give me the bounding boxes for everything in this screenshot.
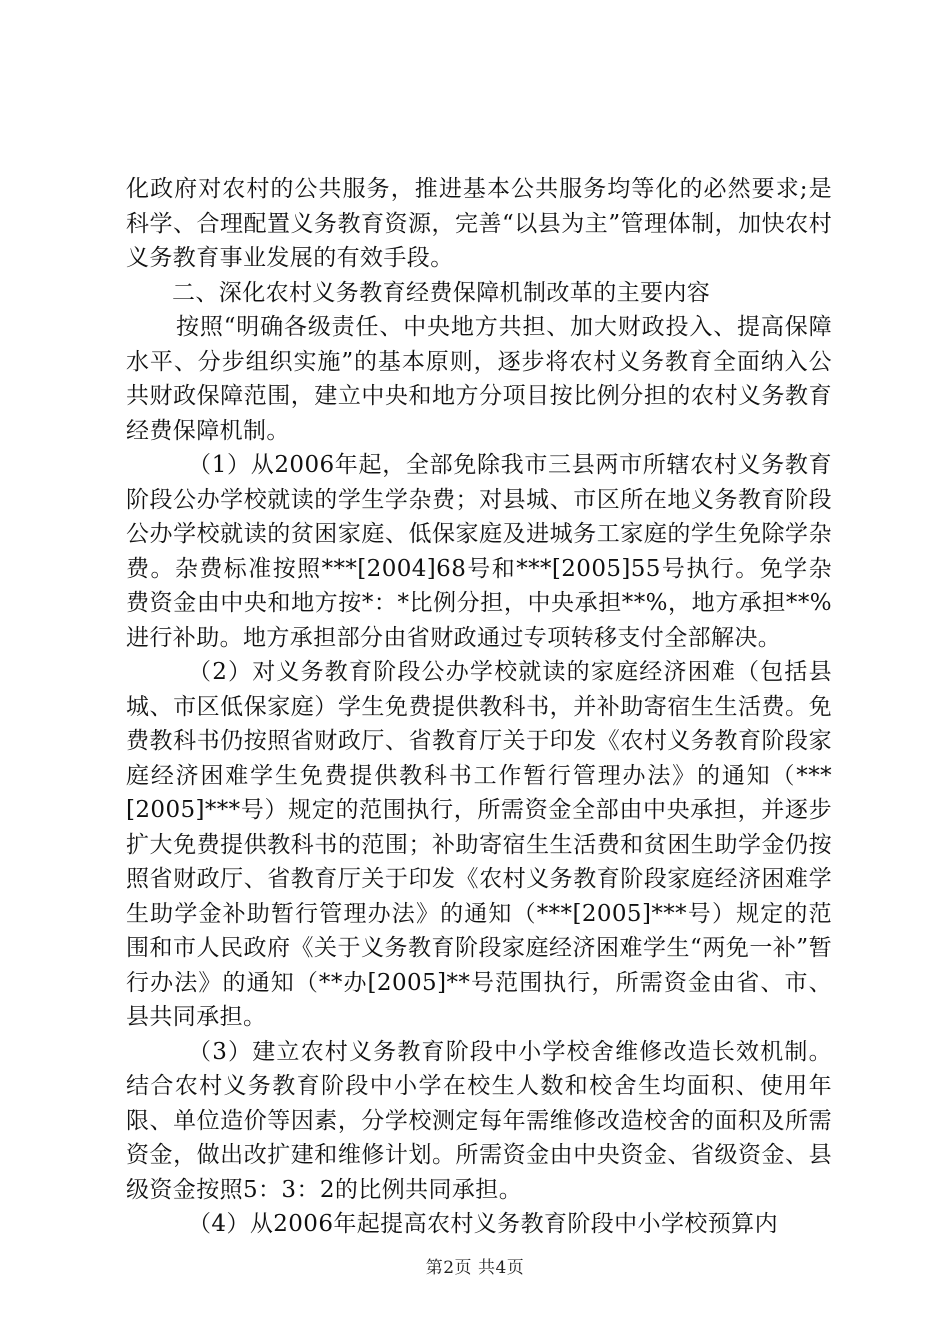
paragraph-item-4: （4）从2006年起提高农村义务教育阶段中小学校预算内 xyxy=(188,1211,778,1237)
paragraph-item-3: （3）建立农村义务教育阶段中小学校舍维修改造长效机制。结合农村义务教育阶段中小学在校生人数和校舍生均面积、使用年限、单位造价等因素，分学校测定每年需维修改造校舍的面积及所需资金，做出改扩建和维修计划。所需资金由中央资金、省级资金、县级资金按照5：3：2的比例共同承担。 xyxy=(126,1038,832,1203)
paragraph-item-2: （2）对义务教育阶段公办学校就读的家庭经济困难（包括县城、市区低保家庭）学生免费提供教科书，并补助寄宿生生活费。免费教科书仍按照省财政厅、省教育厅关于印发《农村义务教育阶段家庭经济困难学生免费提供教科书工作暂行管理办法》的通知（***[2005]***号）规定的范围执行，所需资金全部由中央承担，并逐步扩大免费提供教科书的范围；补助寄宿生生活费和贫困生助学金仍按照省财政厅、省教育厅关于印发《农村义务教育阶段家庭经济困难学生助学金补助暂行管理办法》的通知（***[2005]***号）规定的范围和市人民政府《关于义务教育阶段家庭经济困难学生“两免一补”暂行办法》的通知（**办[2005]**号范围执行，所需资金由省、市、县共同承担。 xyxy=(126,659,832,1030)
section-heading: 二、深化农村义务教育经费保障机制改革的主要内容 xyxy=(172,279,711,306)
document-body xyxy=(126,172,832,1242)
paragraph-item-1: （1）从2006年起，全部免除我市三县两市所辖农村义务教育阶段公办学校就读的学生学杂费；对县城、市区所在地义务教育阶段公办学校就读的贫困家庭、低保家庭及进城务工家庭的学生免除学杂费。杂费标准按照***[2004]68号和***[2005]55号执行。免学杂费资金由中央和地方按*：*比例分担，中央承担**%，地方承担**%进行补助。地方承担部分由省财政通过专项转移支付全部解决。 xyxy=(126,452,832,651)
paragraph-continuation: 化政府对农村的公共服务，推进基本公共服务均等化的必然要求;是科学、合理配置义务教育资源，完善“以县为主”管理体制，加快农村义务教育事业发展的有效手段。 xyxy=(126,176,832,271)
paragraph-principles: 按照“明确各级责任、中央地方共担、加大财政投入、提高保障水平、分步组织实施”的基本原则，逐步将农村义务教育全面纳入公共财政保障范围，建立中央和地方分项目按比例分担的农村义务教育经费保障机制。 xyxy=(126,314,832,444)
page-footer: 第2页 共4页 xyxy=(425,1258,525,1278)
